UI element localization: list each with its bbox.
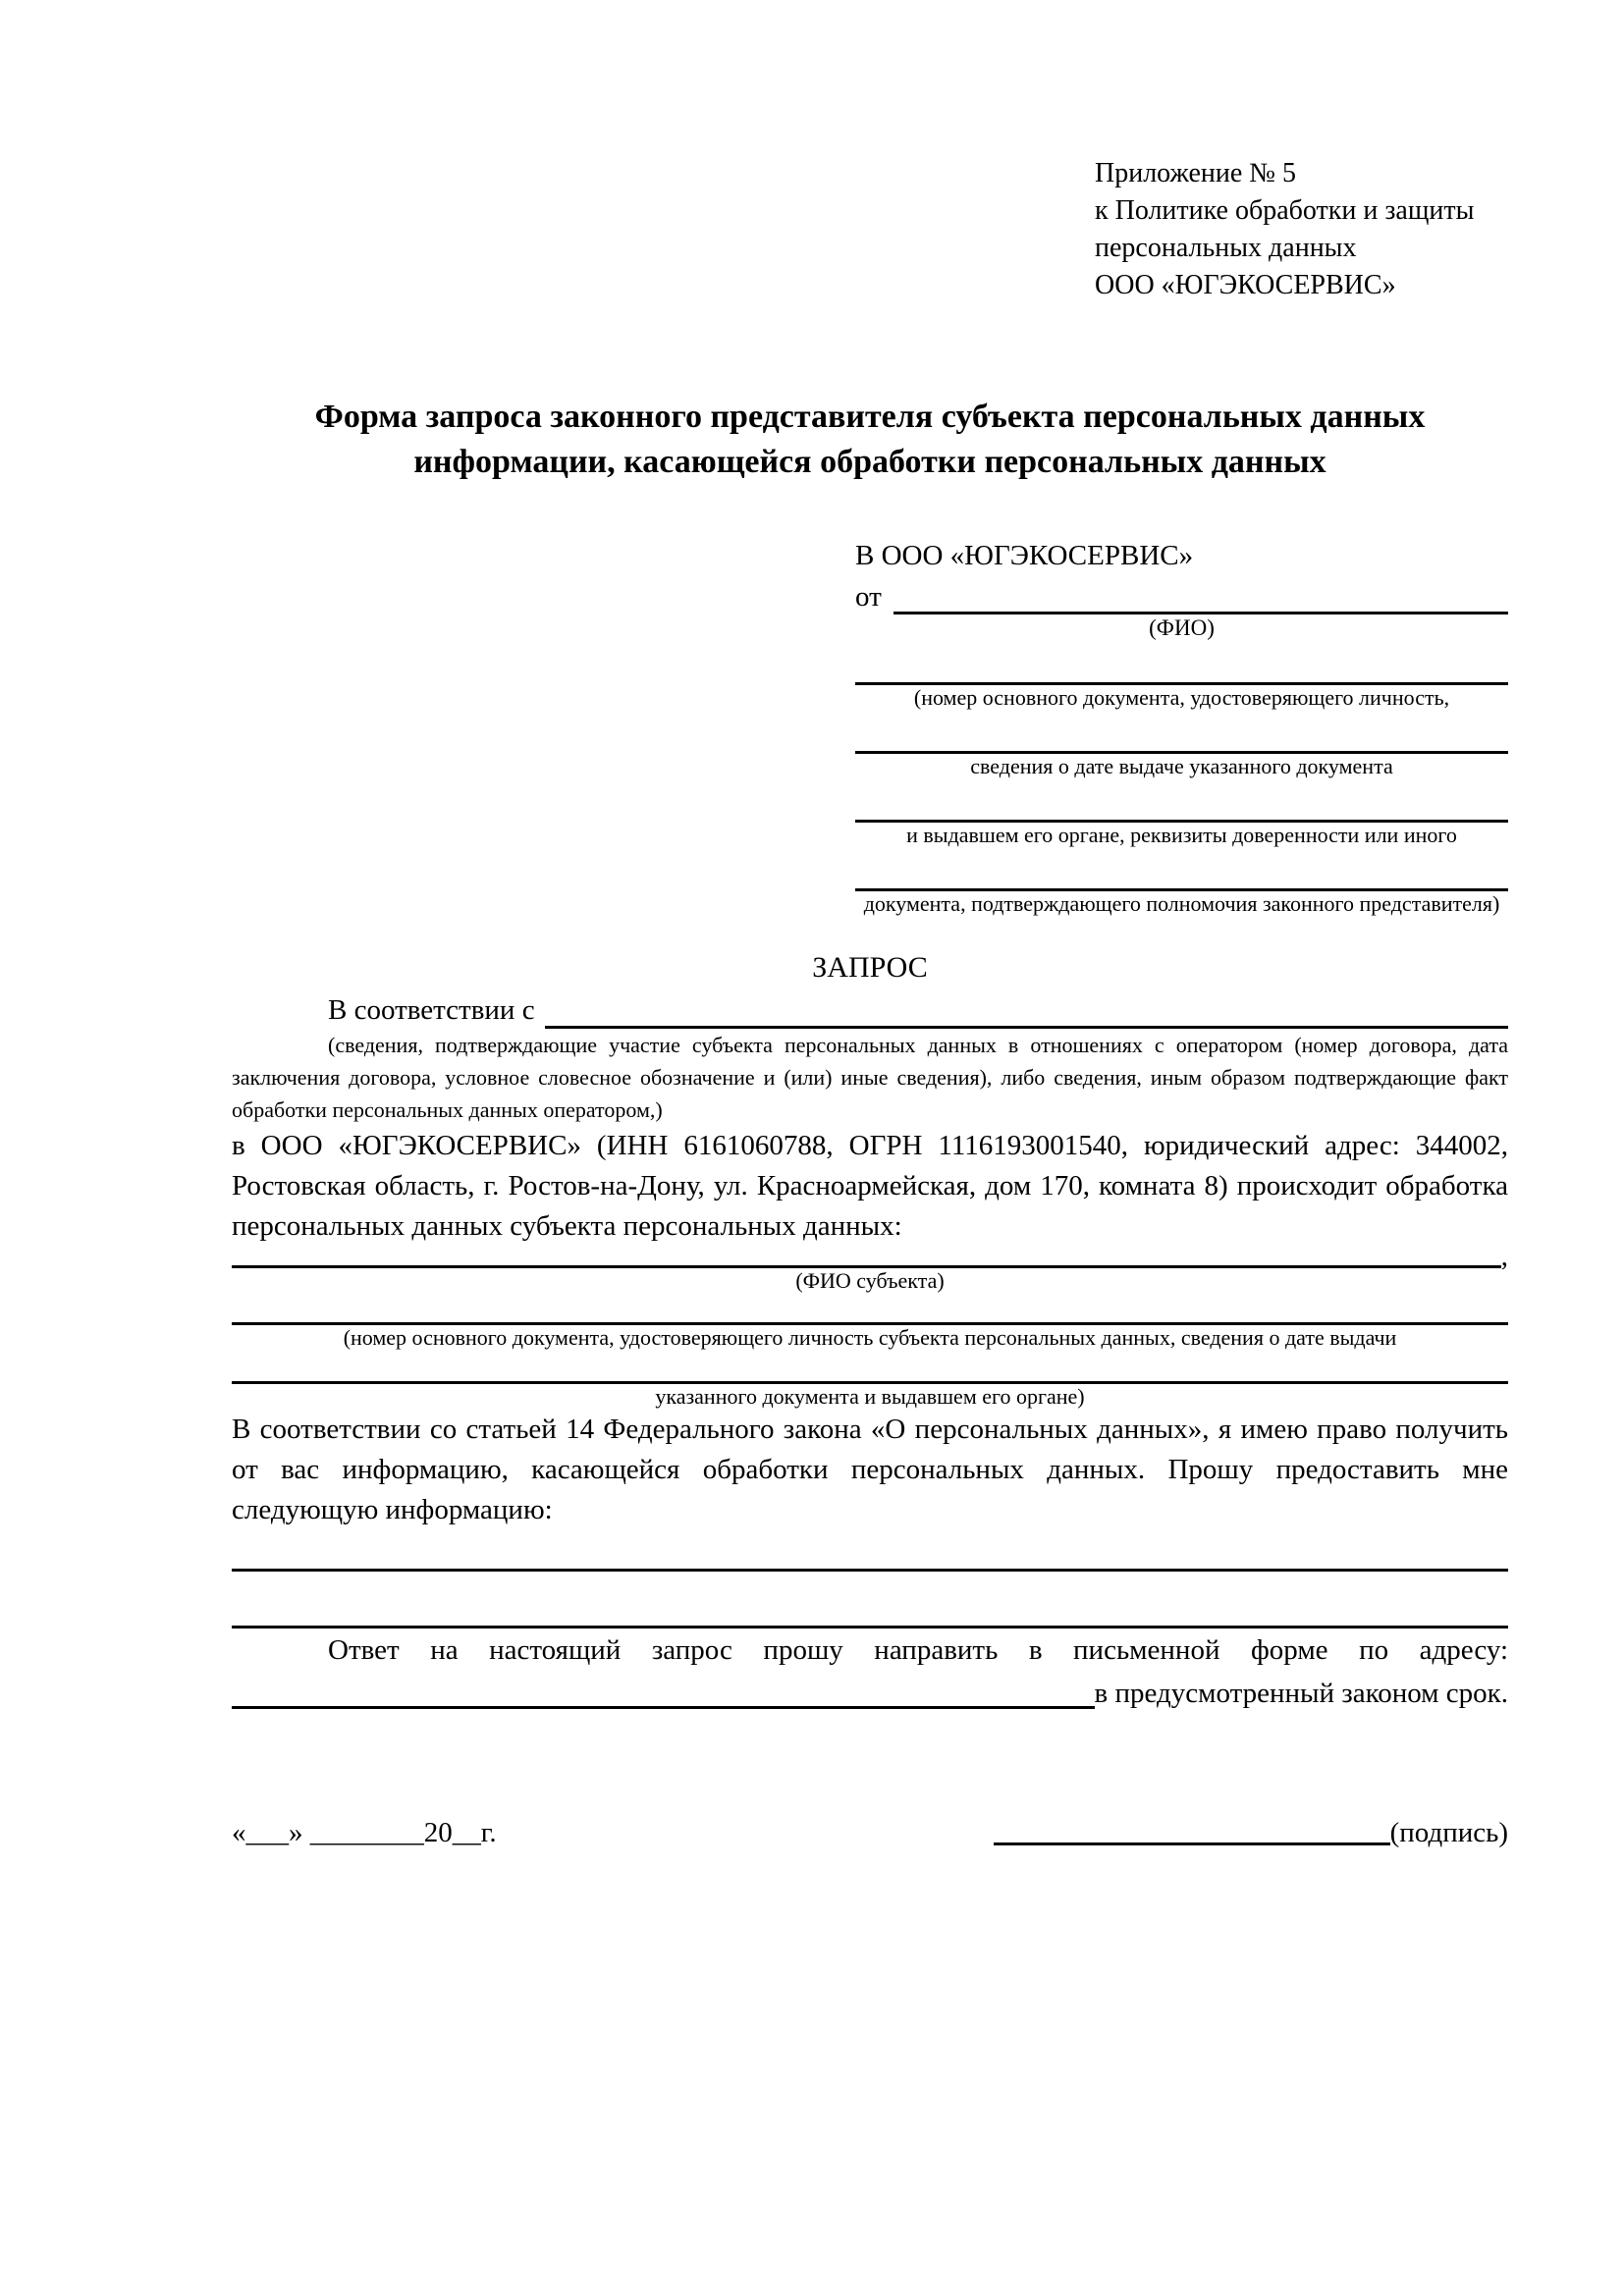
form-title-line-2: информации, касающейся обработки персональных данных (413, 444, 1326, 480)
field-caption: (номер основного документа, удостоверяющего личность, (913, 685, 1450, 710)
signature-line (994, 1813, 1390, 1845)
from-label: от (855, 581, 882, 613)
footer-row (232, 1813, 1508, 1856)
from-blank-line (893, 575, 1508, 614)
subject-doc-caption: указанного документа и выдавшем его органе) (655, 1384, 1085, 1409)
subject-doc-caption: (номер основного документа, удостоверяющего личность субъекта персональных данных, сведения о дате выдачи (343, 1325, 1397, 1350)
from-row (855, 575, 1508, 614)
subject-fio-caption: (ФИО субъекта) (795, 1268, 945, 1293)
answer-paragraph: Ответ на настоящий запрос прошу направить в письменной форме по адресу: (328, 1634, 1508, 1666)
appendix-line: персональных данных (1095, 233, 1357, 263)
fio-caption: (ФИО) (1149, 615, 1215, 640)
address-blank-line (232, 1672, 1095, 1709)
operator-paragraph: в ООО «ЮГЭКОСЕРВИС» (ИНН 6161060788, ОГРН 1116193001540, юридический адрес: 344002, Ростовская область, г. Ростов-на-Дону, ул. Красноармейская, дом 170, комната 8) происходит обработка персональных данных субъекта персональных данных: (232, 1130, 1508, 1242)
signature-caption: (подпись) (1389, 1817, 1508, 1848)
signature-block (994, 1813, 1508, 1856)
subject-name-comma: , (1500, 1241, 1508, 1272)
field-caption: документа, подтверждающего полномочия законного представителя) (863, 891, 1500, 916)
info-blank-line-2 (232, 1572, 1508, 1629)
form-title-line-1: Форма запроса законного представителя субъекта персональных данных (314, 399, 1426, 435)
write-in-line (855, 642, 1508, 685)
addressee-block (855, 536, 1508, 917)
appendix-block (1095, 155, 1508, 304)
addressee-org: В ООО «ЮГЭКОСЕРВИС» (855, 540, 1194, 571)
info-blank-line-1 (232, 1530, 1508, 1572)
write-in-line (855, 711, 1508, 754)
subject-doc-line (232, 1351, 1508, 1384)
accordance-prefix: В соответствии с (328, 994, 535, 1026)
accordance-row (232, 988, 1508, 1029)
explanatory-note: (сведения, подтверждающие участие субъекта персональных данных в отношениях с оператором (номер договора, дата заключения договора, условное словесное обозначение и (или) иные сведения), либо сведения, иным образом подтверждающие факт обработки персональных данных оператором,) (232, 1033, 1508, 1122)
subject-name-row (232, 1241, 1508, 1272)
write-in-line (855, 848, 1508, 891)
answer-suffix: в предусмотренный законом срок. (1094, 1678, 1508, 1709)
form-title (232, 395, 1508, 485)
accordance-blank-line (545, 988, 1508, 1029)
appendix-line: ООО «ЮГЭКОСЕРВИС» (1095, 270, 1396, 300)
subject-doc-line (232, 1294, 1508, 1325)
law-paragraph: В соответствии со статьей 14 Федерального закона «О персональных данных», я имею право получить от вас информацию, касающейся обработки персональных данных. Прошу предоставить мне следующую информацию: (232, 1414, 1508, 1525)
field-caption: сведения о дате выдаче указанного документа (970, 754, 1393, 778)
write-in-line (855, 779, 1508, 823)
request-heading: ЗАПРОС (812, 951, 928, 984)
appendix-line: Приложение № 5 (1095, 158, 1296, 188)
date-line: «___» ________20__г. (232, 1817, 497, 1848)
field-caption: и выдавшем его органе, реквизиты доверенности или иного (906, 823, 1457, 847)
subject-name-line (232, 1247, 1501, 1268)
appendix-line: к Политике обработки и защиты (1095, 195, 1475, 226)
answer-address-row (232, 1672, 1508, 1715)
